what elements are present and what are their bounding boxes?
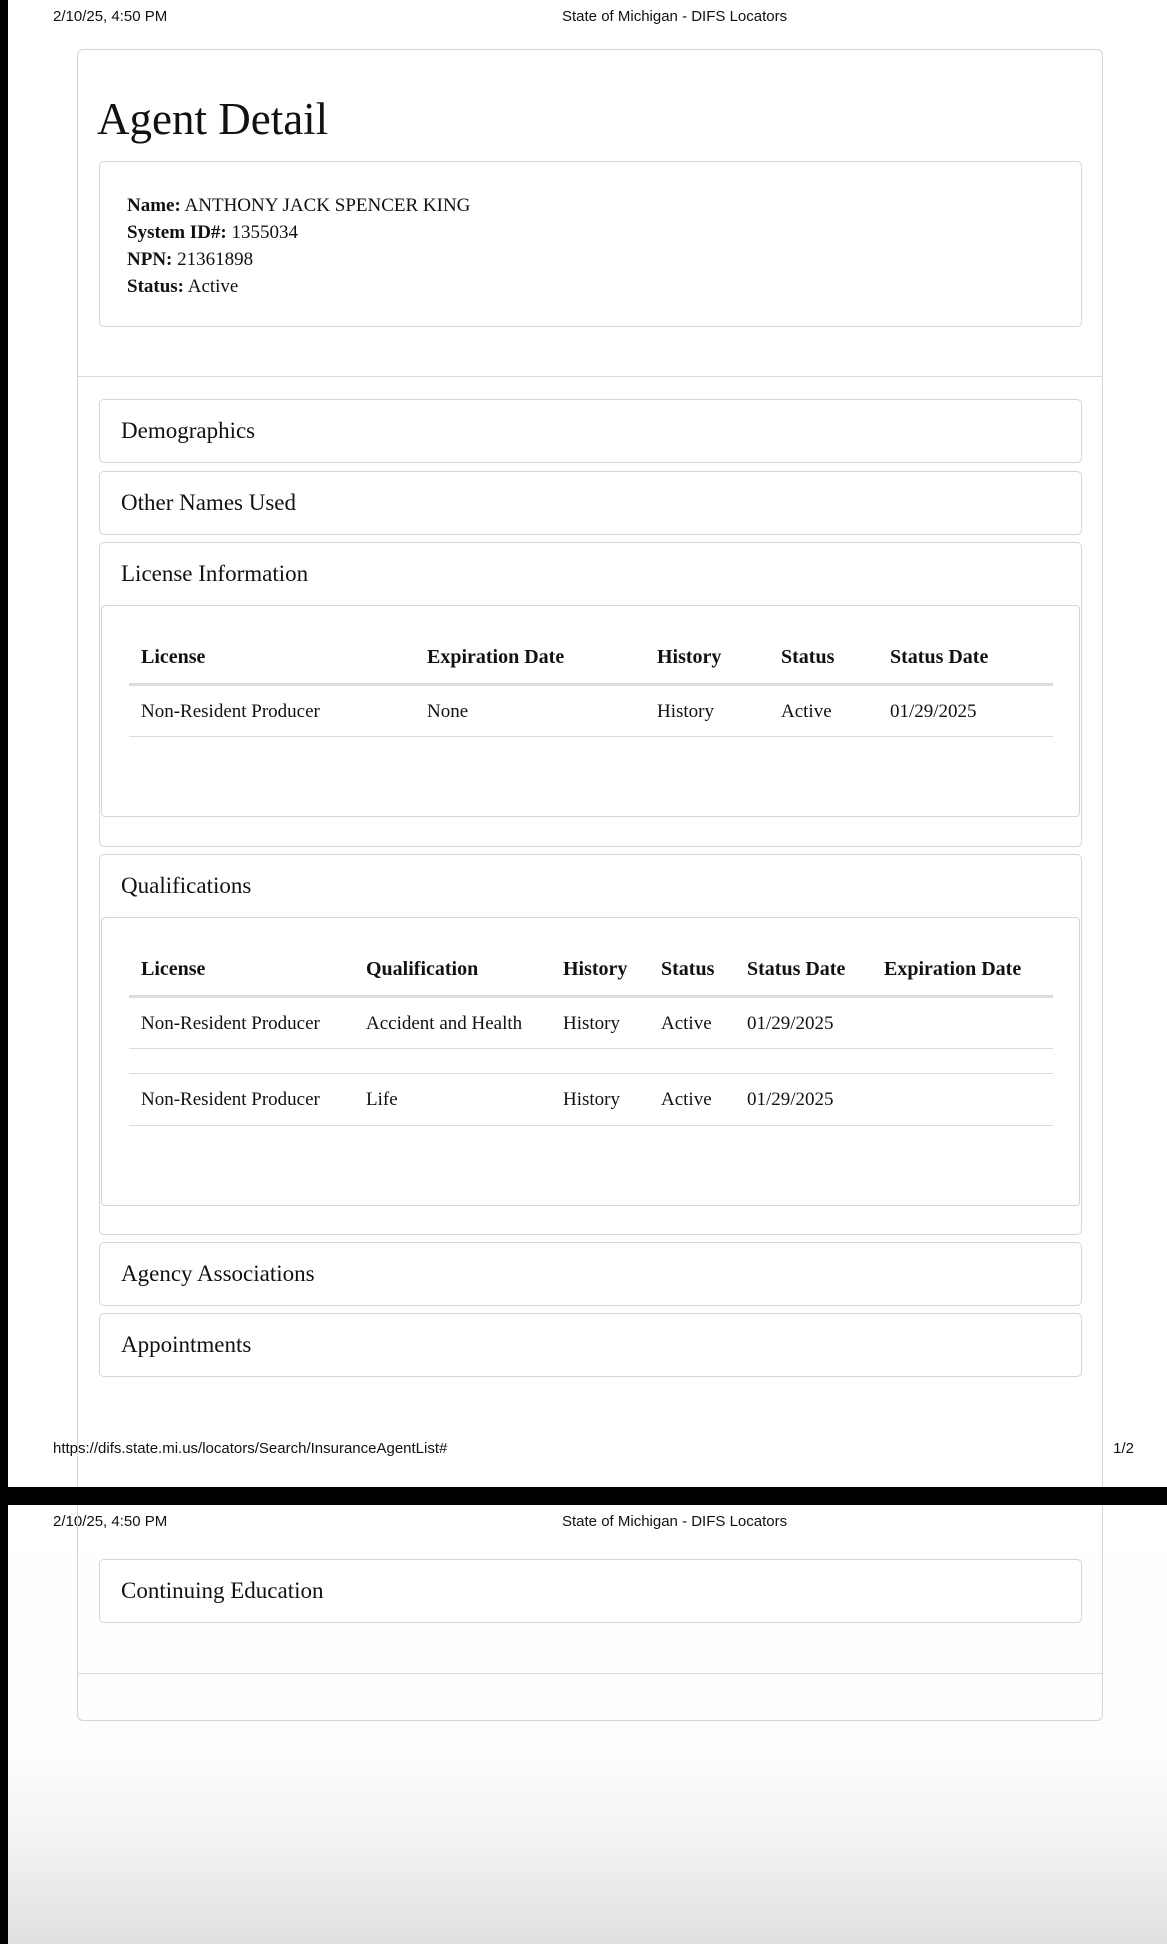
column-header-status-date: Status Date: [890, 646, 989, 668]
license-cell: Non-Resident Producer: [141, 701, 320, 722]
accordion-demographics[interactable]: [99, 399, 1082, 463]
history-link[interactable]: History: [563, 1089, 620, 1110]
accordion-other-names-title: Other Names Used: [121, 490, 297, 515]
status-date-cell: 01/29/2025: [747, 1089, 834, 1110]
history-link[interactable]: History: [657, 701, 714, 722]
npn-line: [127, 250, 253, 269]
agent-name-line: [127, 196, 470, 215]
qualification-cell: Accident and Health: [366, 1013, 523, 1034]
accordion-agency-associations[interactable]: [99, 1242, 1082, 1306]
status-cell: Active: [661, 1013, 712, 1034]
print-document-title: State of Michigan - DIFS Locators: [562, 1513, 788, 1530]
status-cell: Active: [661, 1089, 712, 1110]
status-value: Active: [187, 276, 239, 297]
status-date-cell: 01/29/2025: [890, 701, 977, 722]
accordion-agency-associations-title: Agency Associations: [121, 1261, 315, 1286]
system-id-value: 1355034: [231, 222, 298, 243]
status-cell: Active: [781, 701, 832, 722]
agent-summary-card: [99, 161, 1082, 327]
column-header-license: License: [141, 646, 206, 668]
section-divider: [78, 376, 1102, 377]
print-page-2: [8, 1505, 1167, 1944]
accordion-license-information-title[interactable]: License Information: [121, 561, 309, 586]
print-document-title: State of Michigan - DIFS Locators: [562, 8, 788, 25]
column-header-status: Status: [781, 646, 835, 668]
agent-name-label: Name:: [127, 195, 181, 216]
npn-label: NPN:: [127, 249, 173, 270]
column-header-expiration-date: Expiration Date: [427, 646, 565, 668]
column-header-history: History: [563, 958, 628, 980]
accordion-continuing-education-title: Continuing Education: [121, 1578, 324, 1603]
column-header-history: History: [657, 646, 722, 668]
print-url: https://difs.state.mi.us/locators/Search/InsuranceAgentList#: [53, 1440, 448, 1457]
status-label: Status:: [127, 276, 185, 297]
npn-value: 21361898: [177, 249, 254, 270]
accordion-appointments[interactable]: [99, 1313, 1082, 1377]
history-link[interactable]: History: [563, 1013, 620, 1034]
system-id-label: System ID#:: [127, 222, 227, 243]
accordion-continuing-education[interactable]: [99, 1559, 1082, 1623]
status-date-cell: 01/29/2025: [747, 1013, 834, 1034]
qualifications-table-header: [129, 943, 1053, 998]
print-page-number: 1/2: [1113, 1440, 1134, 1457]
accordion-qualifications: [99, 854, 1082, 1235]
agent-name-value: ANTHONY JACK SPENCER KING: [184, 195, 471, 216]
column-header-expiration-date: Expiration Date: [884, 958, 1022, 980]
table-row: [129, 1073, 1053, 1126]
print-page-1: [8, 0, 1167, 1487]
license-table-header: [129, 631, 1053, 686]
qualifications-table-panel: [101, 917, 1080, 1206]
accordion-other-names[interactable]: [99, 471, 1082, 535]
expiration-date-cell: None: [427, 701, 469, 722]
table-row: [129, 998, 1053, 1049]
accordion-demographics-title: Demographics: [121, 418, 256, 443]
license-cell: Non-Resident Producer: [141, 1013, 320, 1034]
accordion-license-information: [99, 542, 1082, 847]
page-title: Agent Detail: [97, 94, 329, 144]
print-timestamp: 2/10/25, 4:50 PM: [53, 1513, 168, 1530]
qualification-cell: Life: [366, 1089, 398, 1110]
column-header-status: Status: [661, 958, 715, 980]
print-timestamp: 2/10/25, 4:50 PM: [53, 8, 168, 25]
license-table-panel: [101, 605, 1080, 817]
column-header-license: License: [141, 958, 206, 980]
section-divider: [78, 1673, 1102, 1674]
accordion-qualifications-title[interactable]: Qualifications: [121, 873, 252, 898]
accordion-appointments-title: Appointments: [121, 1332, 252, 1357]
license-cell: Non-Resident Producer: [141, 1089, 320, 1110]
column-header-qualification: Qualification: [366, 958, 479, 980]
system-id-line: [127, 223, 298, 242]
status-line: [127, 277, 238, 296]
column-header-status-date: Status Date: [747, 958, 846, 980]
table-row: [129, 686, 1053, 737]
